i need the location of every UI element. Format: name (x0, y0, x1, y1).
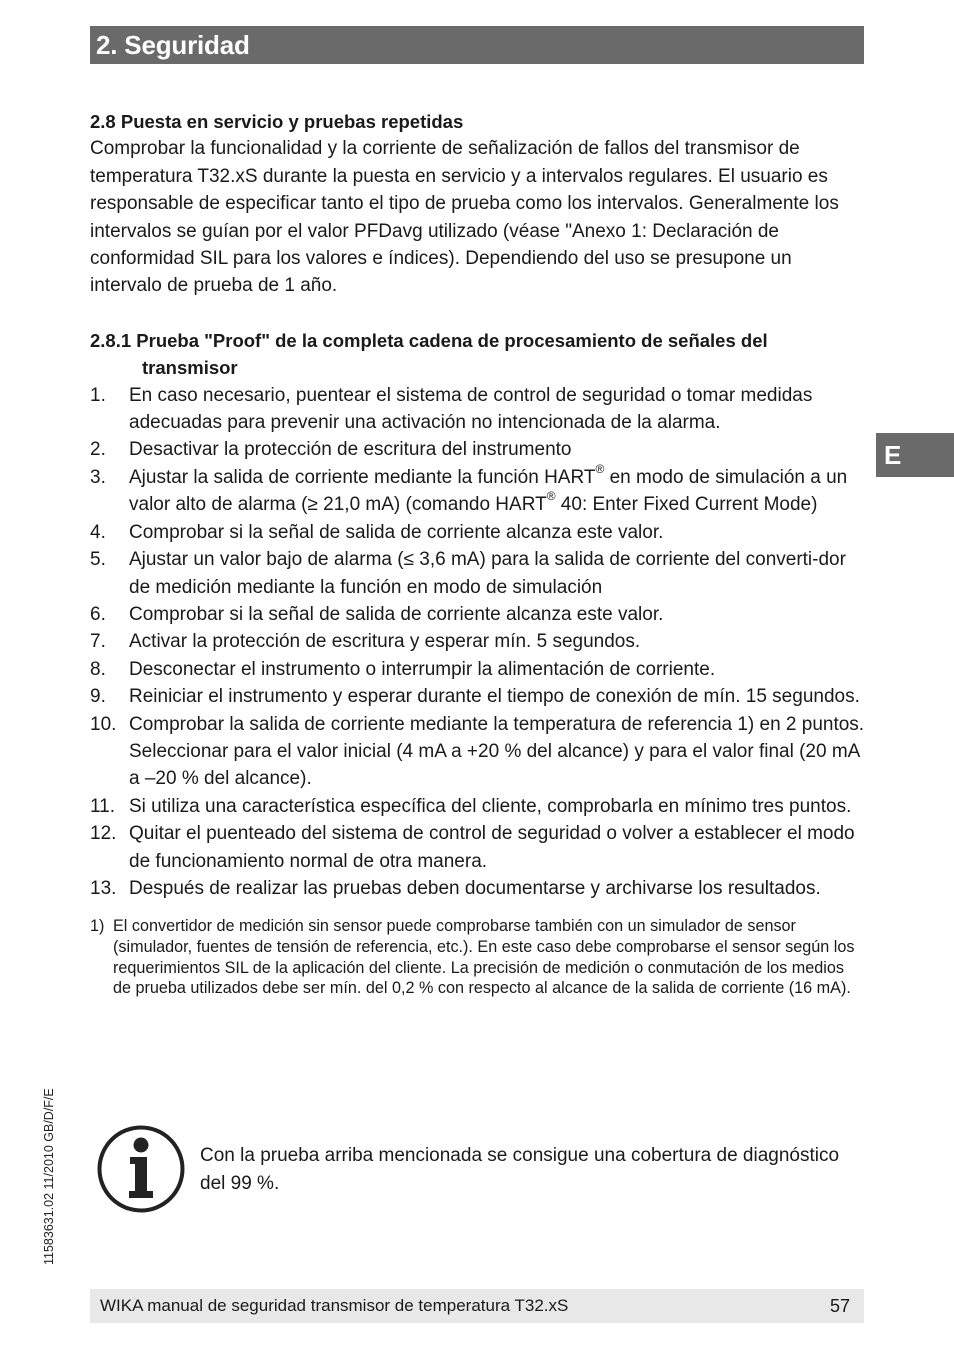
step-number: 1. (90, 384, 106, 406)
step-number: 10. (90, 713, 117, 735)
subsection-heading-line2: transmisor (142, 357, 238, 379)
list-item (90, 875, 866, 902)
step-number: 12. (90, 823, 117, 845)
subsection-heading (90, 327, 866, 382)
step-number: 7. (90, 631, 106, 653)
step-text: Quitar el puenteado del sistema de control de seguridad o volver a establecer el modo de funcionamiento normal de otra manera. (129, 823, 855, 872)
step-text: Activar la protección de escritura y esperar mín. 5 segundos. (129, 631, 641, 653)
list-item (90, 711, 866, 793)
step-number: 3. (90, 466, 106, 488)
page-footer (90, 1289, 864, 1323)
list-item (90, 382, 866, 437)
list-item (90, 601, 866, 628)
registered-mark: ® (546, 488, 556, 503)
step-number: 2. (90, 439, 106, 461)
step-text: Si utiliza una característica específica del cliente, comprobarla en mínimo tres puntos. (129, 795, 852, 817)
step-text-a: Ajustar la salida de corriente mediante la función HART (129, 466, 596, 488)
step-text: Reiniciar el instrumento y esperar durante el tiempo de conexión de mín. 15 segundos. (129, 686, 860, 708)
steps-list (90, 382, 866, 903)
subsection-heading-line1: 2.8.1 Prueba "Proof" de la completa cadena de procesamiento de señales del (90, 329, 768, 351)
step-text: Ajustar un valor bajo de alarma (≤ 3,6 mA) para la salida de corriente del converti-dor de medición mediante la función en modo de simulación (129, 549, 846, 598)
step-text: Después de realizar las pruebas deben documentarse y archivarse los resultados. (129, 877, 821, 899)
language-tab: E (876, 433, 954, 477)
page-number: 57 (829, 1296, 850, 1316)
step-text: En caso necesario, puentear el sistema de control de seguridad o tomar medidas adecuadas para prevenir una activación no intencionada de la alarma. (129, 384, 813, 434)
section-paragraph: Comprobar la funcionalidad y la corriente de señalización de fallos del transmisor de temperatura T32.xS durante la puesta en servicio y a intervalos regulares. El usuario es responsable de especificar tanto el tipo de prueba como los intervalos. Generalmente los intervalos se guían por el valor PFDavg utilizado (véase "Anexo 1: Declaración de conformidad SIL para los valores e índices). Dependiendo del uso se presupone un intervalo de prueba de 1 año. (90, 138, 839, 297)
step-text: Desconectar el instrumento o interrumpir la alimentación de corriente. (129, 658, 716, 680)
footer-title: WIKA manual de seguridad transmisor de temperatura T32.xS (100, 1296, 569, 1315)
list-item (90, 656, 866, 683)
step-number: 13. (90, 877, 117, 899)
footnote-text: El convertidor de medición sin sensor puede comprobarse también con un simulador de sensor (simulador, fuentes de tensión de referencia, etc.). En este caso debe comprobarse el sensor según los requerimientos SIL de la aplicación del cliente. La precisión de medición o conmutación de los medios de prueba utilizados debe ser mín. del 0,2 % con respecto al alcance de la salida de corriente (16 mA). (113, 917, 855, 998)
step-text: Comprobar la salida de corriente mediante la temperatura de referencia 1) en 2 puntos. Seleccionar para el valor inicial (4 mA a +20 % del alcance) y para el valor final (20 mA a –20 % del alcance). (129, 713, 865, 790)
section-title: 2. Seguridad (90, 26, 864, 64)
list-item (90, 461, 866, 519)
list-item (90, 793, 866, 820)
main-content (90, 108, 866, 999)
step-text-b: en modo de simulación a un valor alto de alarma (≥ 21,0 mA) (comando HART (129, 466, 848, 516)
document-code: 11583631.02 11/2010 GB/D/F/E (42, 1088, 56, 1265)
footnote (90, 916, 866, 998)
info-icon (97, 1125, 185, 1213)
step-number: 5. (90, 549, 106, 571)
step-text: Desactivar la protección de escritura del instrumento (129, 439, 572, 461)
step-number: 9. (90, 686, 106, 708)
step-text-c: 40: Enter Fixed Current Mode) (555, 494, 818, 516)
step-text: Comprobar si la señal de salida de corriente alcanza este valor. (129, 603, 664, 625)
step-number: 8. (90, 658, 106, 680)
step-number: 11. (90, 795, 116, 817)
step-text: Comprobar si la señal de salida de corriente alcanza este valor. (129, 521, 664, 543)
list-item (90, 820, 866, 875)
step-number: 4. (90, 521, 106, 543)
list-item (90, 519, 866, 546)
section-heading: 2.8 Puesta en servicio y pruebas repetidas (90, 111, 464, 132)
registered-mark: ® (595, 461, 605, 476)
footnote-mark: 1) (90, 917, 105, 936)
list-item (90, 436, 866, 463)
list-item (90, 628, 866, 655)
list-item (90, 683, 866, 710)
list-item (90, 546, 866, 601)
info-text: Con la prueba arriba mencionada se consigue una cobertura de diagnóstico del 99 %. (200, 1145, 840, 1194)
step-number: 6. (90, 603, 106, 625)
